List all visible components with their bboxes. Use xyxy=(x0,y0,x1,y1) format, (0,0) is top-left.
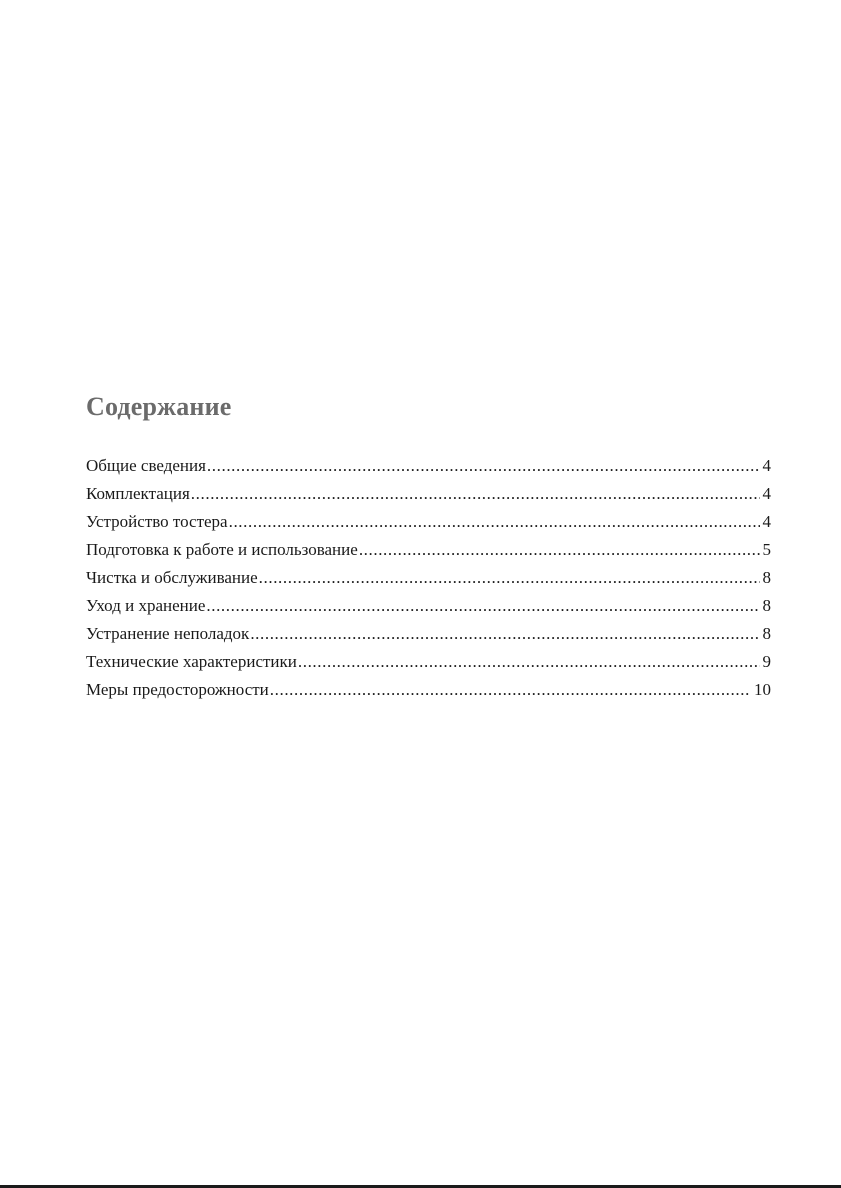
toc-page-number: 8 xyxy=(762,568,771,587)
toc-heading: Содержание xyxy=(86,392,232,421)
toc-entry-title: Подготовка к работе и использование xyxy=(86,540,358,559)
toc-page-number: 5 xyxy=(762,540,771,559)
toc-entry-safety-precautions[interactable] xyxy=(86,676,771,704)
table-of-contents xyxy=(86,452,771,704)
toc-entry-title: Комплектация xyxy=(86,484,190,503)
toc-entry-package-contents[interactable] xyxy=(86,480,771,508)
toc-entry-care-and-storage[interactable] xyxy=(86,592,771,620)
toc-page-number: 8 xyxy=(762,596,771,615)
toc-entry-cleaning-and-maintenance[interactable] xyxy=(86,564,771,592)
toc-page-number: 10 xyxy=(754,680,771,699)
toc-entry-toaster-design[interactable] xyxy=(86,508,771,536)
toc-entry-general-info[interactable] xyxy=(86,452,771,480)
toc-entry-title: Уход и хранение xyxy=(86,596,206,615)
toc-page-number: 4 xyxy=(762,456,771,475)
toc-page-number: 8 xyxy=(762,624,771,643)
dot-leader xyxy=(250,620,759,648)
toc-entry-title: Устройство тостера xyxy=(86,512,228,531)
toc-page-number: 4 xyxy=(762,484,771,503)
toc-entry-title: Устранение неполадок xyxy=(86,624,250,643)
toc-entry-title: Общие сведения xyxy=(86,456,206,475)
dot-leader xyxy=(229,508,760,536)
toc-page-number: 9 xyxy=(762,652,771,671)
toc-entry-troubleshooting[interactable] xyxy=(86,620,771,648)
dot-leader xyxy=(359,536,760,564)
toc-entry-title: Чистка и обслуживание xyxy=(86,568,258,587)
dot-leader xyxy=(298,648,760,676)
dot-leader xyxy=(270,676,751,704)
toc-entry-preparation-and-use[interactable] xyxy=(86,536,771,564)
dot-leader xyxy=(207,452,760,480)
toc-entry-specifications[interactable] xyxy=(86,648,771,676)
dot-leader xyxy=(206,592,759,620)
dot-leader xyxy=(259,564,760,592)
dot-leader xyxy=(191,480,760,508)
toc-page-number: 4 xyxy=(762,512,771,531)
toc-entry-title: Меры предосторожности xyxy=(86,680,269,699)
toc-entry-title: Технические характеристики xyxy=(86,652,297,671)
